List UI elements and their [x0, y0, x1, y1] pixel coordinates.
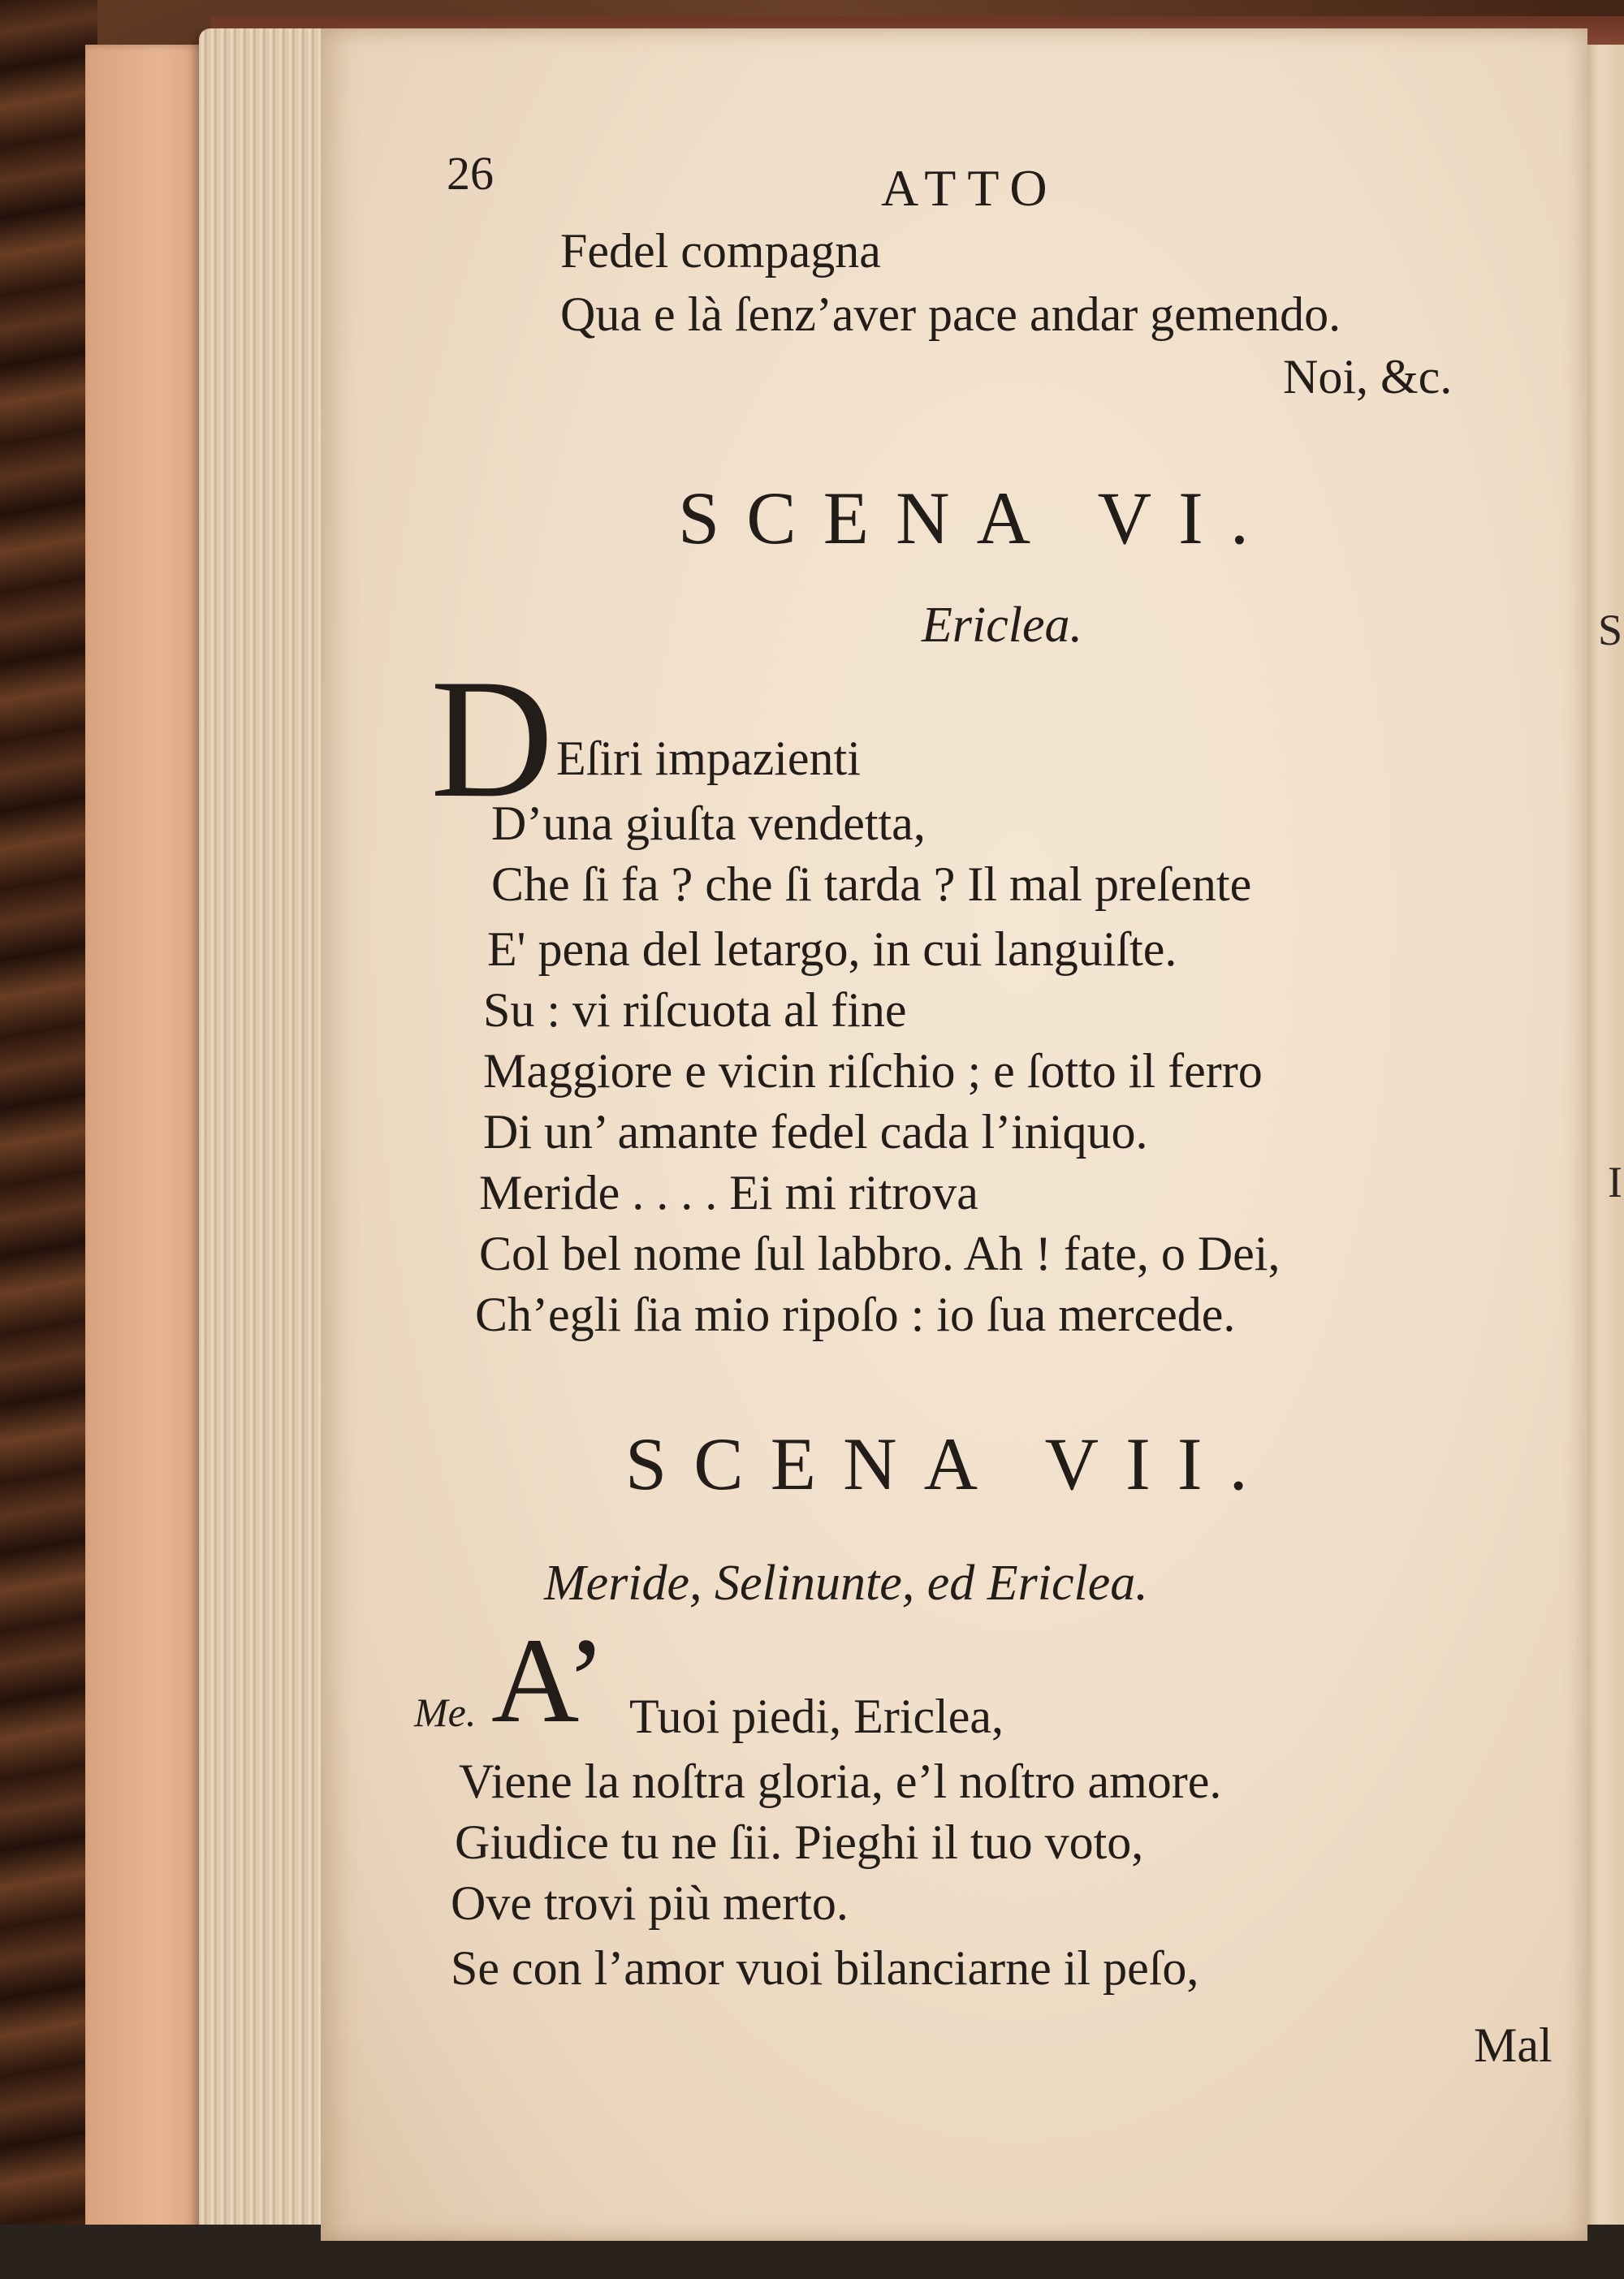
facing-page-letter: S [1598, 606, 1623, 654]
page-number: 26 [447, 147, 494, 200]
facing-page-letter: I [1608, 1158, 1622, 1206]
verse-line: Col bel nome ſul labbro. Ah ! fate, o Dei, [479, 1227, 1281, 1280]
drop-cap: A’ [491, 1613, 607, 1748]
verse-line: Noi, &c. [1283, 350, 1453, 404]
verse-line: Giudice tu ne ſii. Pieghi il tuo voto, [455, 1815, 1144, 1869]
marbled-cover [0, 0, 97, 2279]
verse-line: Viene la noſtra gloria, e’l noſtro amore. [459, 1755, 1222, 1808]
scene-heading: SCENA VI. [678, 477, 1276, 559]
scene-heading: SCENA VII. [625, 1422, 1275, 1505]
book-page [321, 28, 1587, 2241]
verse-line: E' pena del letargo, in cui languiſte. [487, 922, 1177, 976]
scene-characters: Ericlea. [922, 598, 1082, 653]
verse-line: Maggiore e vicin riſchio ; e ſotto il ferro [483, 1044, 1263, 1098]
facing-page-edge [1583, 45, 1624, 2237]
running-head: ATTO [881, 159, 1059, 217]
verse-line: Tuoi piedi, Ericlea, [629, 1690, 1004, 1743]
verse-line: Ch’egli ſia mio ripoſo : io ſua mercede. [475, 1288, 1236, 1341]
verse-line: Qua e là ſenz’aver pace andar gemendo. [560, 287, 1341, 341]
scene-characters: Meride, Selinunte, ed Ericlea. [544, 1556, 1148, 1611]
verse-line: D’una giuſta vendetta, [491, 796, 926, 850]
speaker-label: Me. [414, 1690, 477, 1735]
verse-line: Ove trovi più merto. [451, 1876, 849, 1930]
verse-line: Fedel compagna [560, 224, 881, 278]
verse-line: Eſiri impazienti [556, 732, 861, 785]
verse-line: Di un’ amante fedel cada l’iniquo. [483, 1105, 1148, 1159]
verse-line: Su : vi riſcuota al fine [483, 983, 907, 1037]
verse-line: Se con l’amor vuoi bilanciarne il peſo, [451, 1941, 1199, 1995]
catchword: Mal [1474, 2018, 1553, 2072]
page-stack-edge [199, 28, 337, 2245]
drop-cap: D [430, 645, 554, 833]
verse-line: Meride . . . . Ei mi ritrova [479, 1166, 978, 1219]
verse-line: Che ſi fa ? che ſi tarda ? Il mal preſente [491, 857, 1252, 911]
